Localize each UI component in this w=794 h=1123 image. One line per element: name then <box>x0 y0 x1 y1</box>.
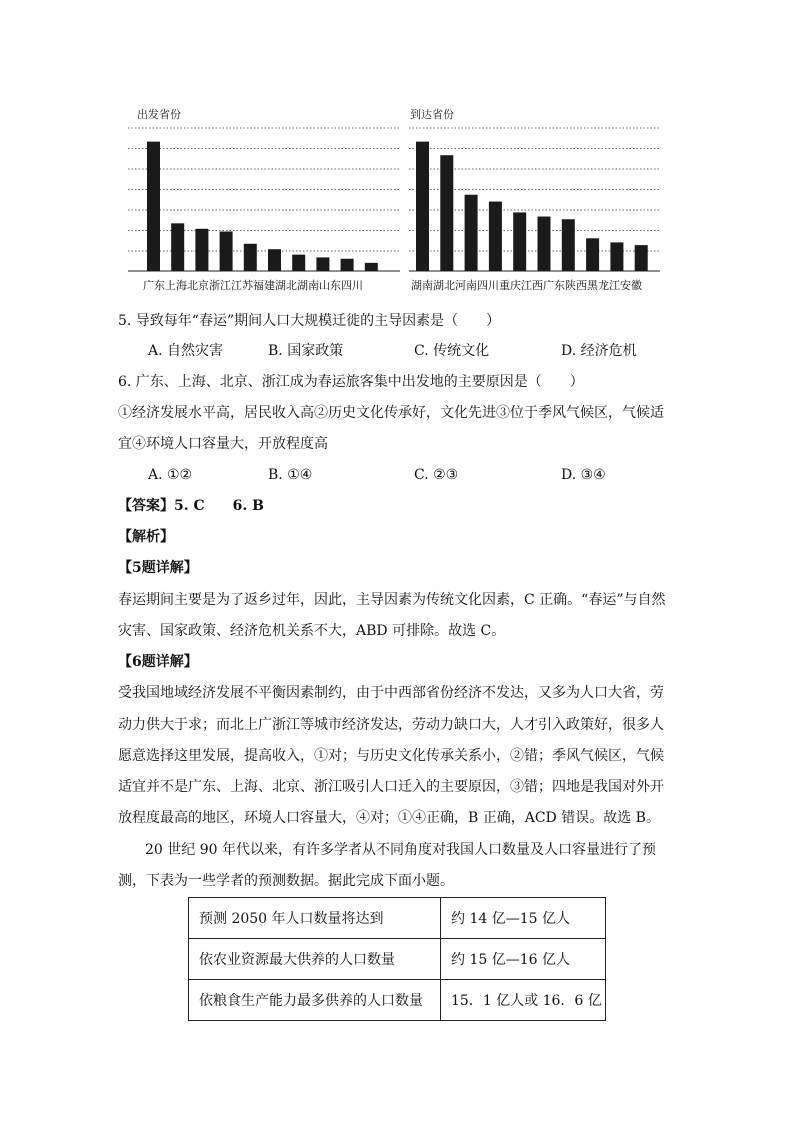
bar-浙江 <box>220 232 233 271</box>
chart-title: 到达省份 <box>410 108 454 121</box>
bar-湖北 <box>292 255 305 271</box>
q6-option-d: D. ③④ <box>561 467 606 483</box>
question-6-statements-line1: ①经济发展水平高，居民收入高②历史文化传承好，文化先进③位于季风气候区，气候适 <box>118 405 664 421</box>
table-cell: 约 15 亿—16 亿人 <box>441 939 606 980</box>
bar-湖南 <box>316 257 329 271</box>
bar-四川 <box>489 202 502 271</box>
bar-河南 <box>465 195 478 271</box>
detail-6-heading: 【6题详解】 <box>118 654 198 670</box>
bar-福建 <box>268 249 281 271</box>
chart-panel-departure <box>128 107 400 292</box>
detail-6-line: 愿意选择这里发展，提高收入，①对；与历史文化传承关系小，②错；季风气候区，气候 <box>118 748 664 764</box>
analysis-heading: 【解析】 <box>118 529 174 545</box>
table-cell: 预测 2050 年人口数量将达到 <box>189 898 441 939</box>
q5-option-a: A. 自然灾害 <box>148 343 224 359</box>
bar-黑龙江 <box>610 242 623 271</box>
detail-6-line: 动力供大于求；而北上广浙江等城市经济发达，劳动力缺口大，人才引入政策好，很多人 <box>118 717 664 733</box>
bar-陕西 <box>586 238 599 271</box>
table-row <box>189 939 606 980</box>
intro-paragraph-line: 测，下表为一些学者的预测数据。据此完成下面小题。 <box>118 873 454 889</box>
question-5-stem: 5. 导致每年“春运”期间人口大规模迁徙的主导因素是（ ） <box>118 313 501 329</box>
bar-重庆 <box>513 212 526 271</box>
chart-title: 出发省份 <box>137 108 181 121</box>
q5-option-c: C. 传统文化 <box>414 343 490 359</box>
question-6-stem: 6. 广东、上海、北京、浙江成为春运旅客集中出发地的主要原因是（ ） <box>118 374 584 390</box>
detail-6-line: 适宜并不是广东、上海、北京、浙江吸引人口迁入的主要原因，③错；四地是我国对外开 <box>118 779 664 795</box>
q5-option-d: D. 经济危机 <box>561 343 637 359</box>
answer-line: 【答案】5. C 6. B <box>118 498 264 514</box>
detail-5-line: 灾害、国家政策、经济危机关系不大，ABD 可排除。故选 C。 <box>118 623 506 639</box>
chart-panel-arrival <box>409 107 660 292</box>
bar-广东 <box>562 219 575 271</box>
bar-上海 <box>171 223 184 271</box>
bar-北京 <box>195 229 208 271</box>
detail-6-line: 放程度最高的地区，环境人口容量大，④对；①④正确，B 正确，ACD 错误。故选 B。 <box>118 810 660 826</box>
bar-安徽 <box>635 245 648 271</box>
category-axis-labels: 广东上海北京浙江江苏福建湖北湖南山东四川 <box>143 279 363 292</box>
q6-option-b: B. ①④ <box>268 467 313 483</box>
intro-paragraph-line: 20 世纪 90 年代以来，有许多学者从不同角度对我国人口数量及人口容量进行了预 <box>145 842 656 858</box>
q6-option-c: C. ②③ <box>414 467 459 483</box>
q6-option-a: A. ①② <box>148 467 193 483</box>
table-row <box>189 898 606 939</box>
table-cell: 15．1 亿人或 16．6 亿 <box>441 980 606 1021</box>
table-row <box>189 980 606 1021</box>
bar-chart <box>0 0 794 300</box>
detail-5-heading: 【5题详解】 <box>118 560 198 576</box>
category-axis-labels: 湖南湖北河南四川重庆江西广东陕西黑龙江安徽 <box>411 279 642 292</box>
bar-湖南 <box>416 142 429 271</box>
detail-5-line: 春运期间主要是为了返乡过年，因此，主导因素为传统文化因素，C 正确。“春运”与自然 <box>118 592 666 608</box>
population-forecast-table <box>188 897 606 1021</box>
bar-湖北 <box>440 155 453 271</box>
bar-江苏 <box>244 244 257 271</box>
table-cell: 约 14 亿—15 亿人 <box>441 898 606 939</box>
bar-四川 <box>365 263 378 271</box>
table-cell: 依粮食生产能力最多供养的人口数量 <box>189 980 441 1021</box>
detail-6-line: 受我国地域经济发展不平衡因素制约，由于中西部省份经济不发达，又多为人口大省，劳 <box>118 685 664 701</box>
bar-广东 <box>147 142 160 271</box>
table-cell: 依农业资源最大供养的人口数量 <box>189 939 441 980</box>
bar-江西 <box>538 217 551 271</box>
q5-option-b: B. 国家政策 <box>268 343 344 359</box>
question-6-statements-line2: 宜④环境人口容量大，开放程度高 <box>118 436 328 452</box>
bar-山东 <box>341 259 354 271</box>
